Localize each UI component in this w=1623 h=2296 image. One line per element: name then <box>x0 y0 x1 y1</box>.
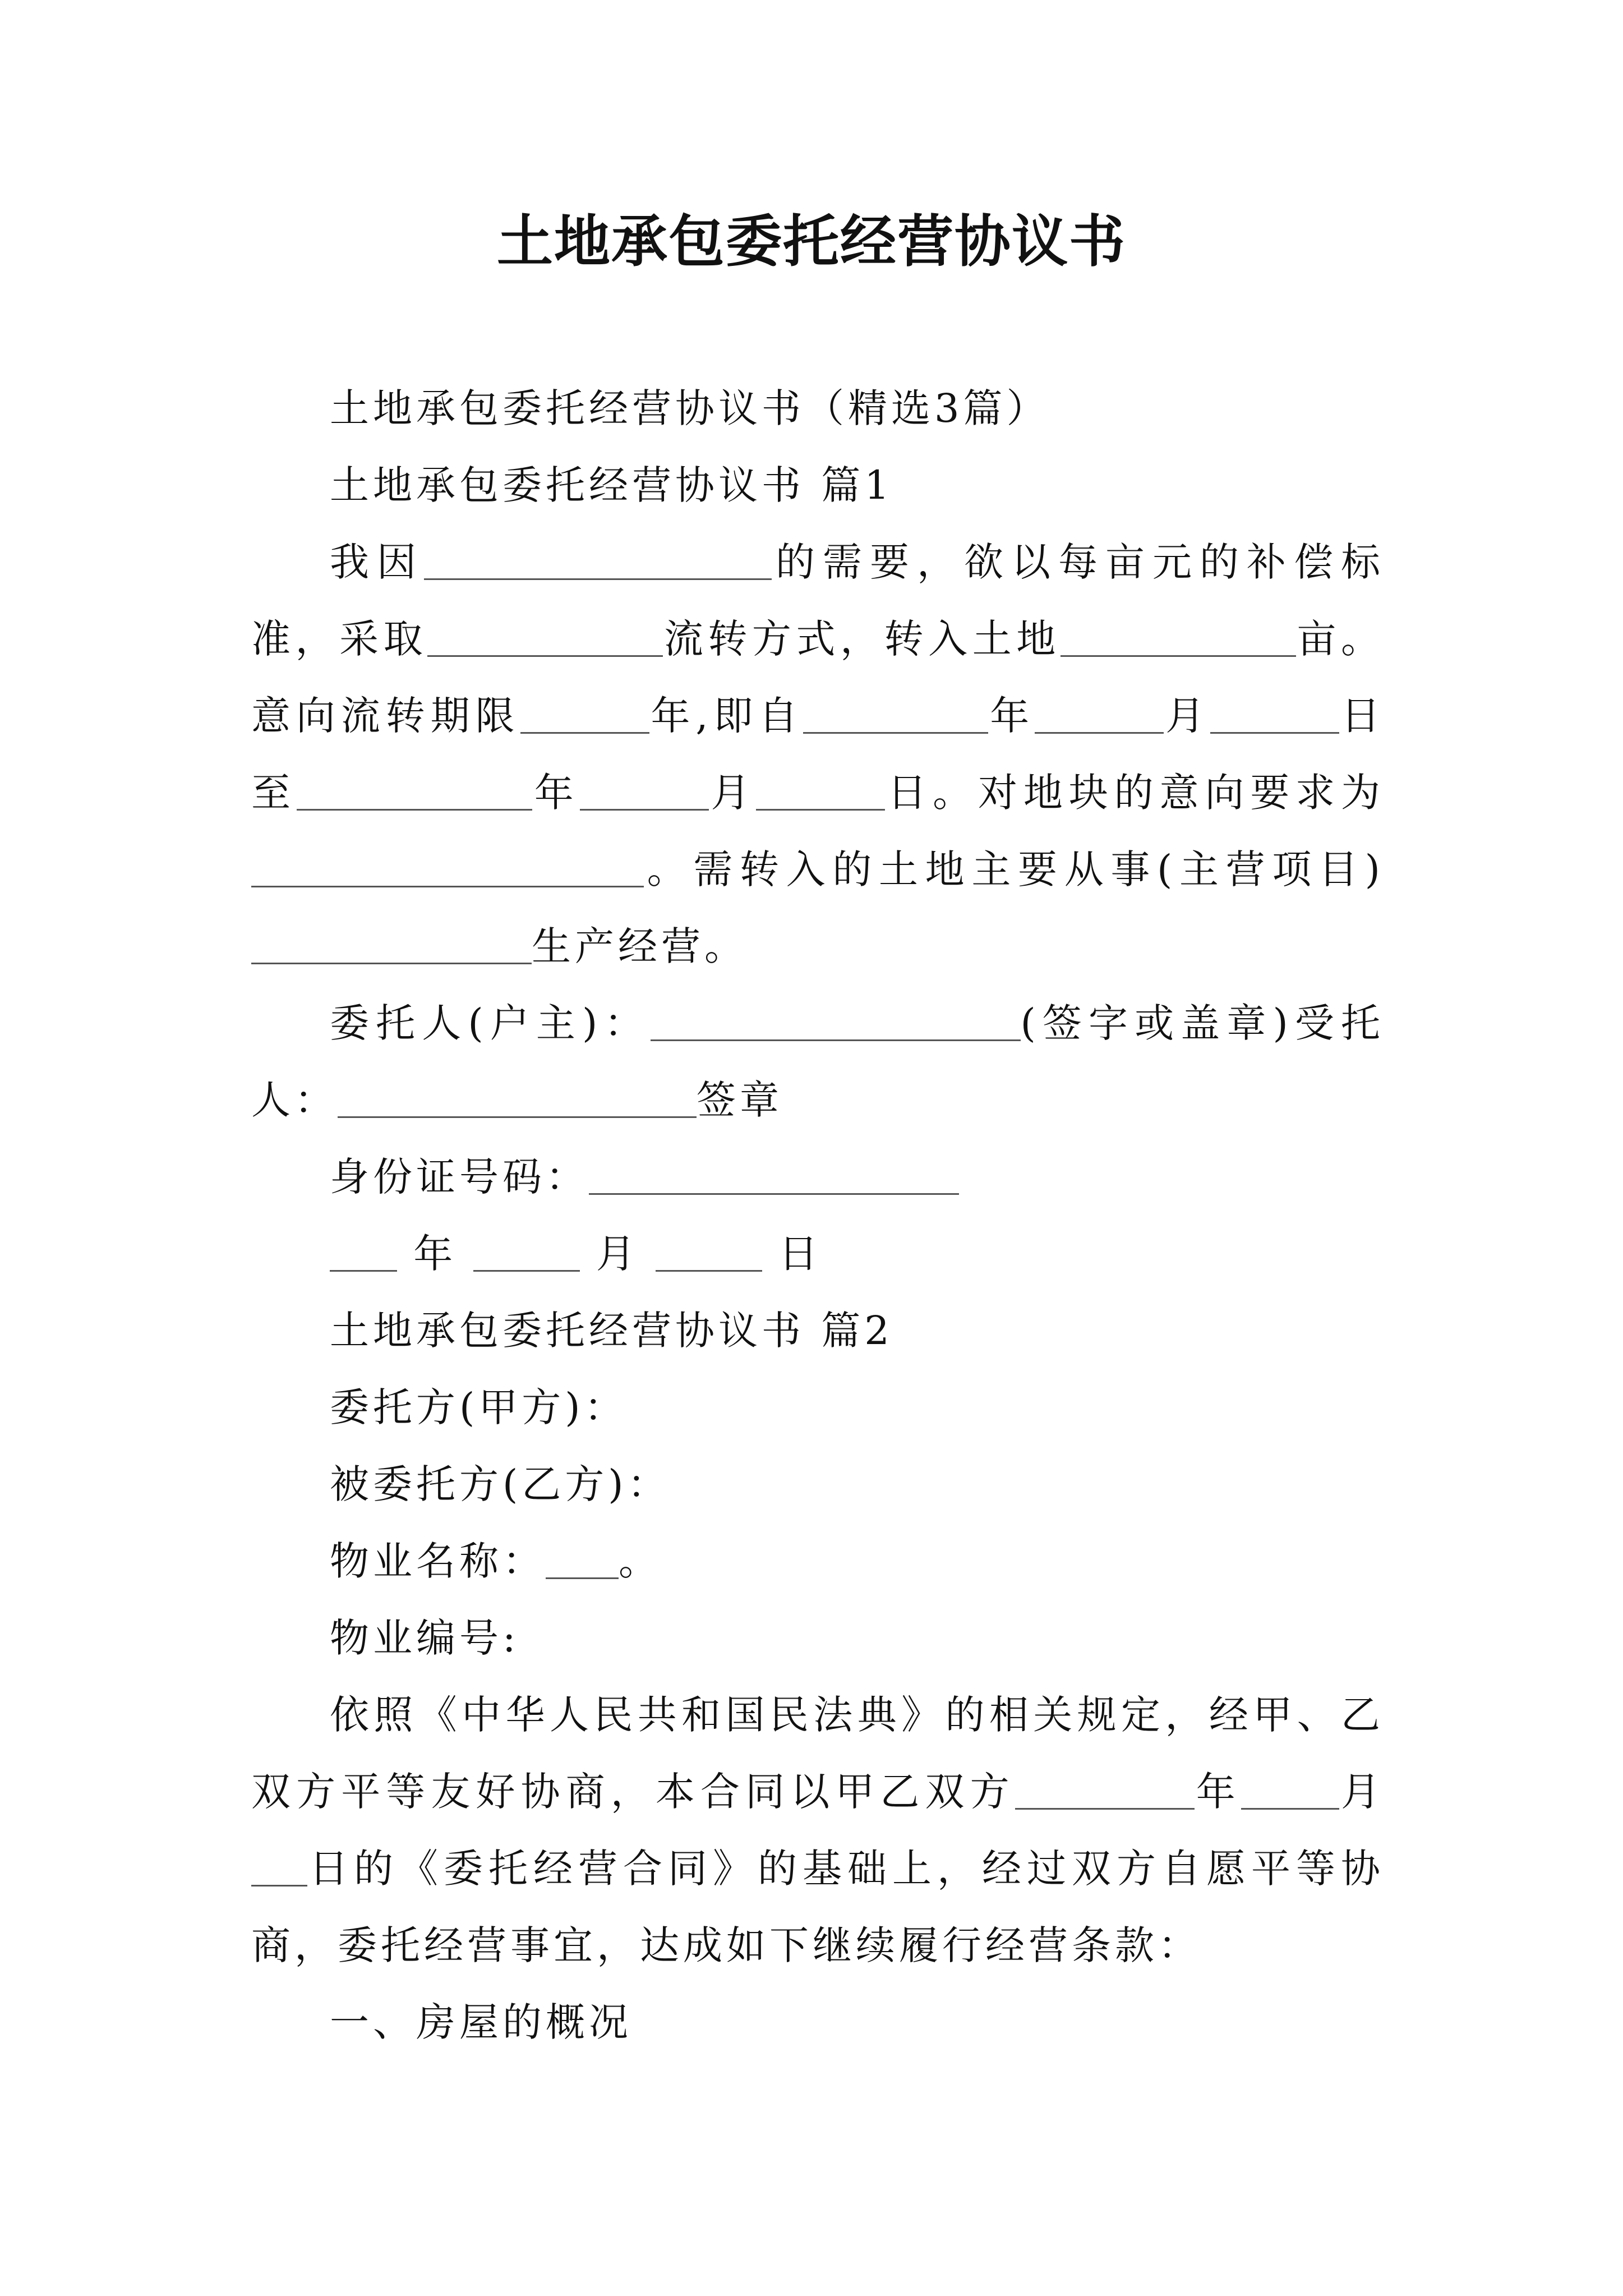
blank-line <box>589 1154 959 1195</box>
party-b-line: 被委托方(乙方)： <box>330 1461 671 1507</box>
id-number-line: 身份证号码： <box>251 1139 1384 1216</box>
blank-line <box>424 539 772 580</box>
clause-1-heading: 一、房屋的概况 <box>330 1999 632 2045</box>
blank-line <box>651 1000 1021 1041</box>
blank-line <box>251 846 644 887</box>
blank-line <box>580 770 709 811</box>
blank-line <box>1210 693 1339 734</box>
document-body <box>251 370 1384 2061</box>
blank-line <box>330 1231 397 1272</box>
section1-heading: 土地承包委托经营协议书 篇1 <box>330 462 893 508</box>
section2-heading: 土地承包委托经营协议书 篇2 <box>330 1308 893 1354</box>
blank-line <box>427 616 663 657</box>
blank-line <box>251 923 532 964</box>
blank-line <box>297 770 532 811</box>
blank-line <box>656 1231 762 1272</box>
blank-line <box>251 1846 307 1887</box>
blank-line <box>756 770 885 811</box>
blank-line <box>338 1077 697 1118</box>
document-title: 土地承包委托经营协议书 <box>497 208 1126 274</box>
property-number-line: 物业编号: <box>330 1615 520 1661</box>
section1-paragraph: 我因 的需要，欲以每亩元的补偿标准，采取 流转方式，转入土地 亩。意向流转期限 年,即自 年 月 日至 年 月 日。对地块的意向要求为。需转入的土地主要从事(主营项目)生产经营。 <box>251 539 1384 969</box>
party-a-line: 委托方(甲方)： <box>330 1384 628 1430</box>
blank-line <box>473 1231 580 1272</box>
date-line: 年 月 日 <box>251 1216 1384 1292</box>
blank-line <box>803 693 988 734</box>
blank-line <box>1015 1769 1195 1810</box>
property-name-line: 物业名称： 。 <box>330 1538 662 1584</box>
basis-paragraph: 依照《中华人民共和国民法典》的相关规定，经甲、乙双方平等友好协商，本合同以甲乙双方 年 月日的《委托经营合同》的基础上，经过双方自愿平等协商，委托经营事宜，达成如下继续履行经营条款： <box>251 1692 1385 1968</box>
blank-line <box>1035 693 1164 734</box>
blank-line <box>1241 1769 1339 1810</box>
signature-paragraph: 委托人(户主)： (签字或盖章)受托人： 签章 <box>251 1000 1384 1123</box>
blank-line <box>1061 616 1296 657</box>
collection-heading: 土地承包委托经营协议书（精选3篇） <box>330 385 1050 431</box>
blank-line <box>520 693 649 734</box>
blank-line <box>546 1538 619 1579</box>
